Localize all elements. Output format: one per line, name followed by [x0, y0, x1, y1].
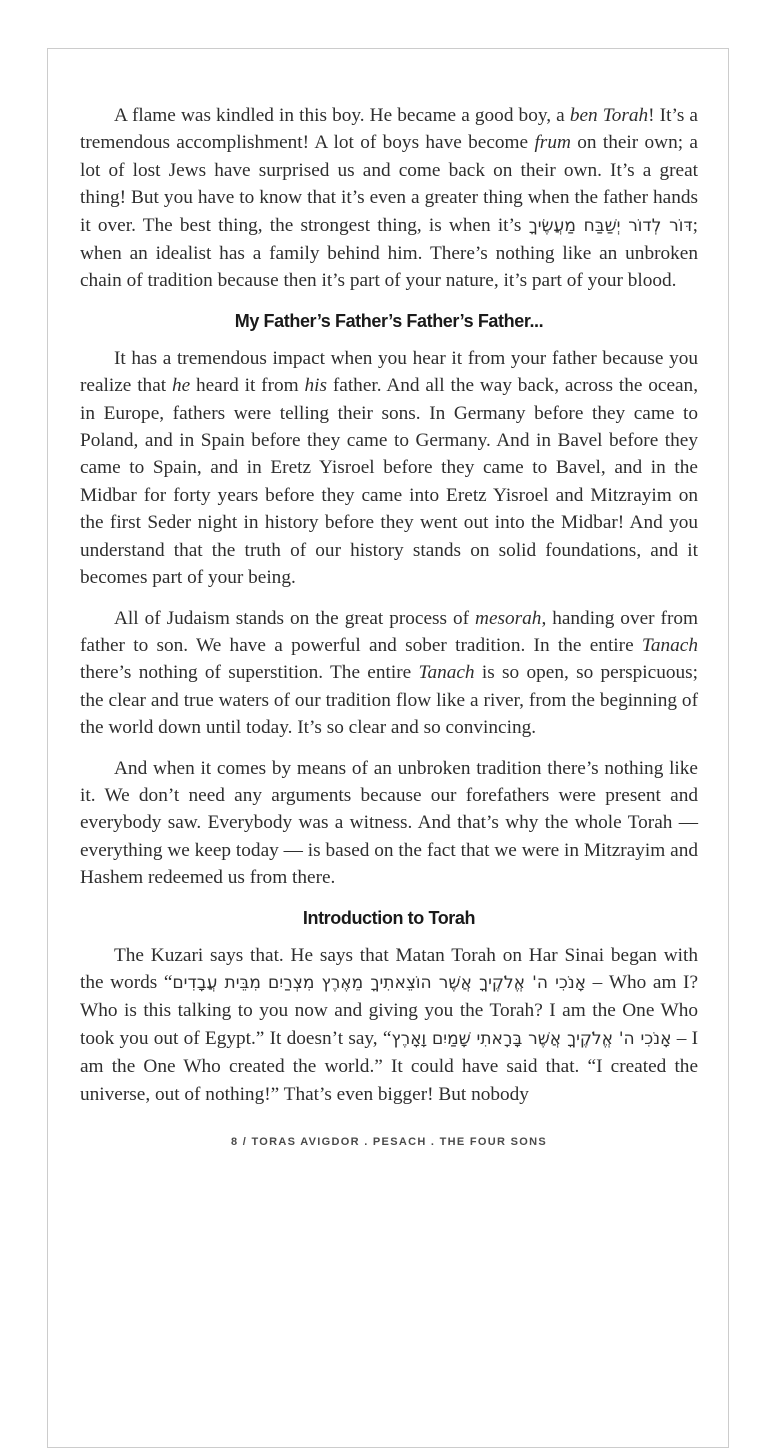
page-footer: [80, 1136, 698, 1148]
hebrew-phrase: דּוֹר לְדוֹר יְשַׁבַּח מַעֲשֶׂיךָ: [528, 215, 693, 236]
hebrew-phrase: אָנֹכִי ה' אֱלֹקֶיךָ אֲשֶׁר בָּרָאתִי שָׁמַיִם וָאָרֶץ: [391, 1028, 672, 1049]
text-run: A flame was kindled in this boy. He became a good boy, a: [114, 105, 570, 126]
text-run: Tanach: [641, 634, 698, 656]
footer-text: 8 / TORAS AVIGDOR . PESACH . THE FOUR SONS: [231, 1136, 547, 1148]
text-run: My Father’s Father’s Father’s Father...: [234, 310, 544, 331]
text-run: his: [304, 375, 328, 397]
text-run: – I am the One Who created the world.” It could have said that. “I created the universe, out of nothing!” That’s even bigger! But nobody: [80, 1027, 699, 1105]
body-paragraph: [80, 102, 698, 295]
text-run: father. And all the way back, across the ocean, in Europe, fathers were telling their sons. In Germany before they came to Poland, and in Spain before they came to Germany. And in Bavel before they came to Spain, and in Eretz Yisroel before they came to Bavel, and in the Midbar for forty years before they came into Eretz Yisroel and Mitzrayim on the first Seder night in history before they went out into the Midbar! And you understand that the truth of our history stands on solid foundations, and it becomes part of your being.: [80, 375, 699, 589]
text-run: heard it from: [190, 375, 305, 397]
text-run: , handing over from father to son. We have a powerful and sober tradition. In the entire: [80, 607, 698, 656]
text-run: frum: [534, 132, 571, 154]
text-run: ! It’s a tremendous accomplishment! A lot of boys have become: [80, 105, 698, 154]
text-run: And when it comes by means of an unbroken tradition there’s nothing like it. We don’t need any arguments because our forefathers were present and everybody saw. Everybody was a witness. And that’s why the whole Torah — everything we keep today — is based on the fact that we were in Mitzrayim and Hashem redeemed us from there.: [80, 757, 698, 889]
text-run: is so open, so perspicuous; the clear and true waters of our tradition flow like a river, from the beginning of the world down until today. It’s so clear and so convincing.: [80, 662, 698, 739]
text-run: there’s nothing of superstition. The entire: [80, 662, 419, 684]
text-run: he: [171, 375, 191, 397]
body-paragraph: [80, 605, 698, 742]
text-run: on their own; a lot of lost Jews have surprised us and come back on their own. It’s a great thing! But you have to know that it’s even a greater thing when the father hands it over. The best thing, the strongest thing, is when it’s: [80, 132, 698, 236]
page-content: [80, 102, 698, 1108]
section-heading: [80, 311, 698, 332]
text-run: Tanach: [418, 662, 475, 684]
hebrew-phrase: אָנֹכִי ה' אֱלֹקֶיךָ אֲשֶׁר הוֹצֵאתִיךָ מֵאֶרֶץ מִצְרַיִם מִבֵּית עֲבָדִים: [172, 972, 587, 993]
text-run: ben Torah: [569, 105, 649, 126]
text-run: It has a tremendous impact when you hear it from your father because you realize that: [80, 347, 698, 397]
document-page: [47, 48, 729, 1448]
text-run: ; when an idealist has a family behind him. There’s nothing like an unbroken chain of tradition because then it’s part of your nature, it’s part of your blood.: [80, 214, 698, 292]
text-run: Introduction to Torah: [302, 907, 476, 928]
body-paragraph: [80, 345, 698, 592]
text-run: mesorah: [475, 607, 542, 629]
text-run: The Kuzari says that. He says that Matan Torah on Har Sinai began with the words “: [80, 944, 698, 993]
section-heading: [80, 908, 698, 929]
body-paragraph: [80, 942, 698, 1108]
text-run: All of Judaism stands on the great process of: [114, 607, 476, 629]
body-paragraph: [80, 755, 698, 892]
text-run: – Who am I? Who is this talking to you now and giving you the Torah? I am the One Who took you out of Egypt.” It doesn’t say, “: [80, 971, 698, 1049]
